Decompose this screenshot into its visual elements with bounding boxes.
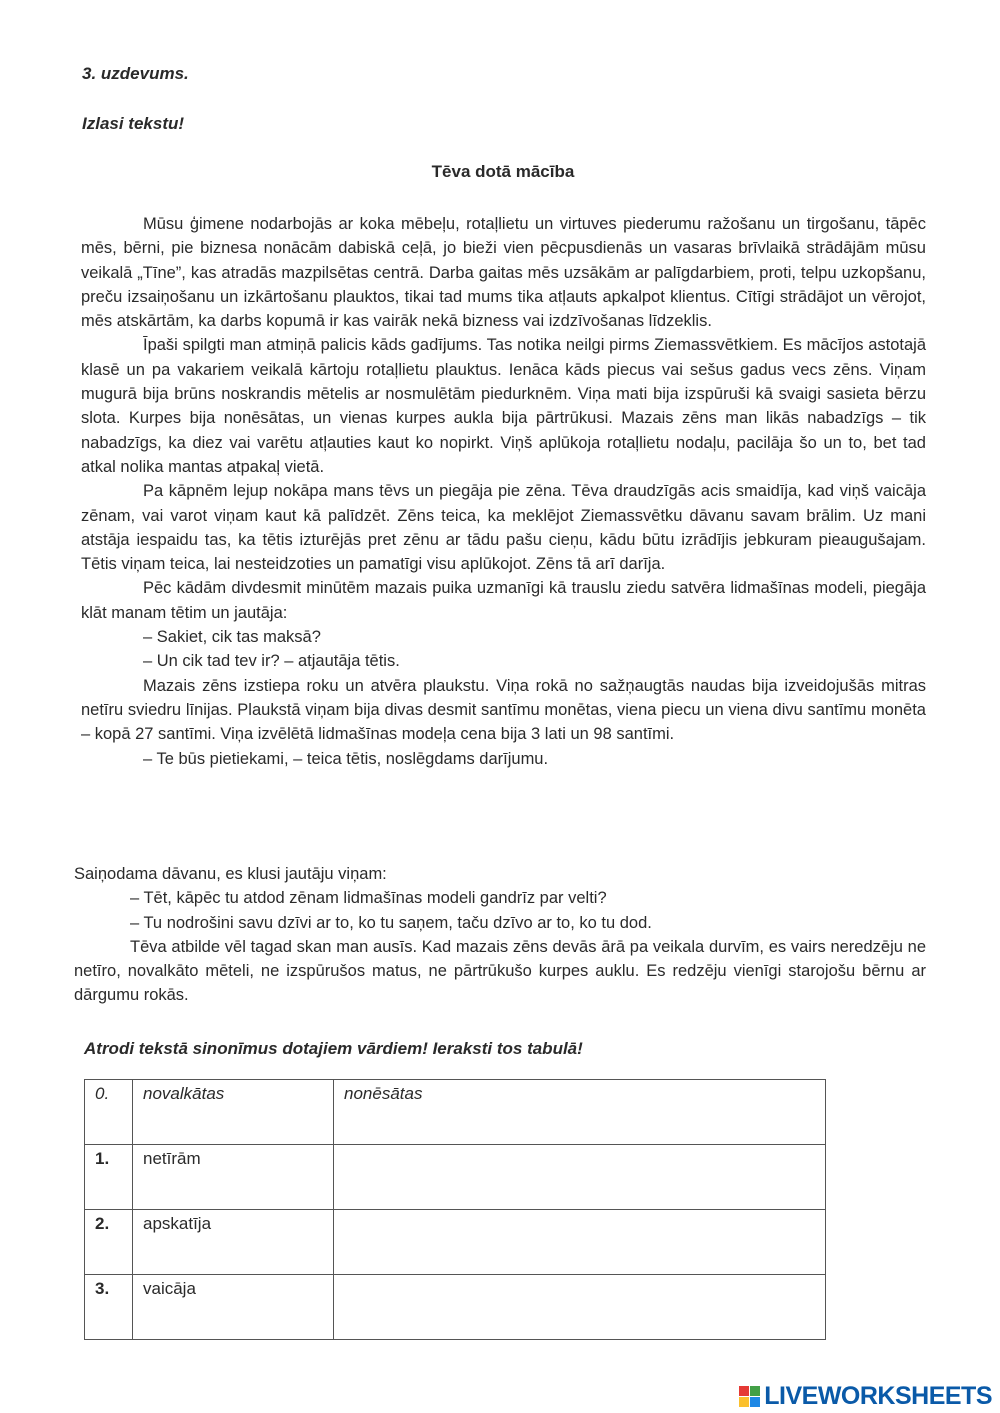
row-number: 0.: [85, 1080, 133, 1145]
story-text: [81, 212, 926, 771]
given-word: novalkātas: [133, 1080, 334, 1145]
synonym-task-instruction: Atrodi tekstā sinonīmus dotajiem vārdiem! Ieraksti tos tabulā!: [84, 1039, 583, 1058]
paragraph: Īpaši spilgti man atmiņā palicis kāds gadījums. Tas notika neilgi pirms Ziemassvētkiem. Es mācījos astotajā klasē un pa vakariem veikalā kārtoju rotaļlietu plauktus. Ienāca kāds piecus vai sešus gadus vecs zēns. Viņam mugurā bija brūns noskrandis mētelis ar nosmulētām piedurknēm. Viņa mati bija izspūruši kā svaigi sasieta bērzu slota. Kurpes bija nonēsātas, un vienas kurpes aukla bija pārtrūkusi. Mazais zēns man likās nabadzīgs – tik nabadzīgs, ka diez vai varētu atļauties kaut ko nopirkt. Viņš aplūkoja rotaļlietu nodaļu, pacilāja šo un to, bet tad atkal nolika mantas atpakaļ vietā.: [81, 336, 926, 476]
given-word: apskatīja: [133, 1210, 334, 1275]
answer-input-cell[interactable]: [334, 1145, 826, 1210]
logo-square: [750, 1386, 760, 1396]
logo-square: [739, 1397, 749, 1407]
synonym-table: [84, 1079, 826, 1340]
table-row: [85, 1145, 826, 1210]
dialog-line: – Te būs pietiekami, – teica tētis, noslēgdams darījumu.: [143, 749, 549, 768]
answer-cell: nonēsātas: [334, 1080, 826, 1145]
logo-square: [739, 1386, 749, 1396]
row-number: 1.: [85, 1145, 133, 1210]
dialog-line: – Un cik tad tev ir? – atjautāja tētis.: [143, 652, 400, 671]
dialog-line: – Tu nodrošini savu dzīvi ar to, ko tu saņem, taču dzīvo ar to, ko tu dod.: [130, 913, 652, 932]
paragraph: Pa kāpnēm lejup nokāpa mans tēvs un piegāja pie zēna. Tēva draudzīgās acis smaidīja, kad viņš vaicāja zēnam, vai varot viņam kaut kā palīdzēt. Zēns teica, ka meklējot Ziemassvētku dāvanu savam brālim. Uz mani atstāja iespaidu tas, ka tētis izturējās pret zēnu ar tādu pašu cieņu, kādu būtu izrādījis jebkuram pieaugušajam. Tētis viņam teica, lai nesteidzoties un pamatīgi visu aplūkojot. Zēns tā arī darīja.: [81, 482, 926, 574]
liveworksheets-logo: [739, 1382, 992, 1411]
logo-text: LIVEWORKSHEETS: [764, 1382, 992, 1410]
paragraph: Pēc kādām divdesmit minūtēm mazais puika uzmanīgi kā trauslu ziedu satvēra lidmašīnas modeli, piegāja klāt manam tētim un jautāja:: [81, 579, 926, 622]
table-row: [85, 1080, 826, 1145]
given-word: netīrām: [133, 1145, 334, 1210]
answer-input-cell[interactable]: [334, 1210, 826, 1275]
row-number: 2.: [85, 1210, 133, 1275]
row-number: 3.: [85, 1275, 133, 1340]
paragraph: Mazais zēns izstiepa roku un atvēra plaukstu. Viņa rokā no sažņaugtās naudas bija izveidojušās mitras netīru sviedru līnijas. Plaukstā viņam bija divas desmit santīmu monētas, viena piecu un viena divu santīmu monēta – kopā 27 santīmi. Viņa izvēlētā lidmašīnas modeļa cena bija 3 lati un 98 santīmi.: [81, 676, 926, 744]
dialog-line: – Sakiet, cik tas maksā?: [143, 628, 321, 647]
task-title: 3. uzdevums.: [82, 64, 189, 83]
read-instruction: Izlasi tekstu!: [82, 114, 185, 133]
answer-input-cell[interactable]: [334, 1275, 826, 1340]
logo-icon: [739, 1386, 760, 1407]
table-row: [85, 1210, 826, 1275]
story-title: Tēva dotā mācība: [431, 162, 575, 181]
paragraph: Saiņodama dāvanu, es klusi jautāju viņam:: [74, 865, 387, 883]
dialog-line: – Tēt, kāpēc tu atdod zēnam lidmašīnas modeli gandrīz par velti?: [130, 889, 607, 908]
logo-square: [750, 1397, 760, 1407]
paragraph: Tēva atbilde vēl tagad skan man ausīs. Kad mazais zēns devās ārā pa veikala durvīm, es vairs neredzēju ne netīro, novalkāto mēteli, ne izspūrušos matus, ne pārtrūkušo kurpes auklu. Es redzēju vienīgi starojošu bērnu ar dārgumu rokās.: [74, 937, 926, 1005]
story-text-continued: [74, 862, 926, 1008]
table-row: [85, 1275, 826, 1340]
given-word: vaicāja: [133, 1275, 334, 1340]
paragraph: Mūsu ģimene nodarbojās ar koka mēbeļu, rotaļlietu un virtuves piederumu ražošanu un tirgošanu, tāpēc mēs, bērni, pie biznesa nonācām dabiskā ceļā, jo bieži vien pēcpusdienās un vasaras brīvlaikā strādājām mūsu veikalā „Tīne”, kas atradās mazpilsētas centrā. Darba gaitas mēs uzsākām ar palīgdarbiem, proti, telpu uzkopšanu, preču izsaiņošanu un izkārtošanu plauktos, tikai tad mums tika atļauts apkalpot klientus. Cītīgi strādājot un vērojot, mēs atskārtām, ka darbs kopumā ir kas vairāk nekā bizness vai izdzīvošanas līdzeklis.: [81, 215, 926, 331]
